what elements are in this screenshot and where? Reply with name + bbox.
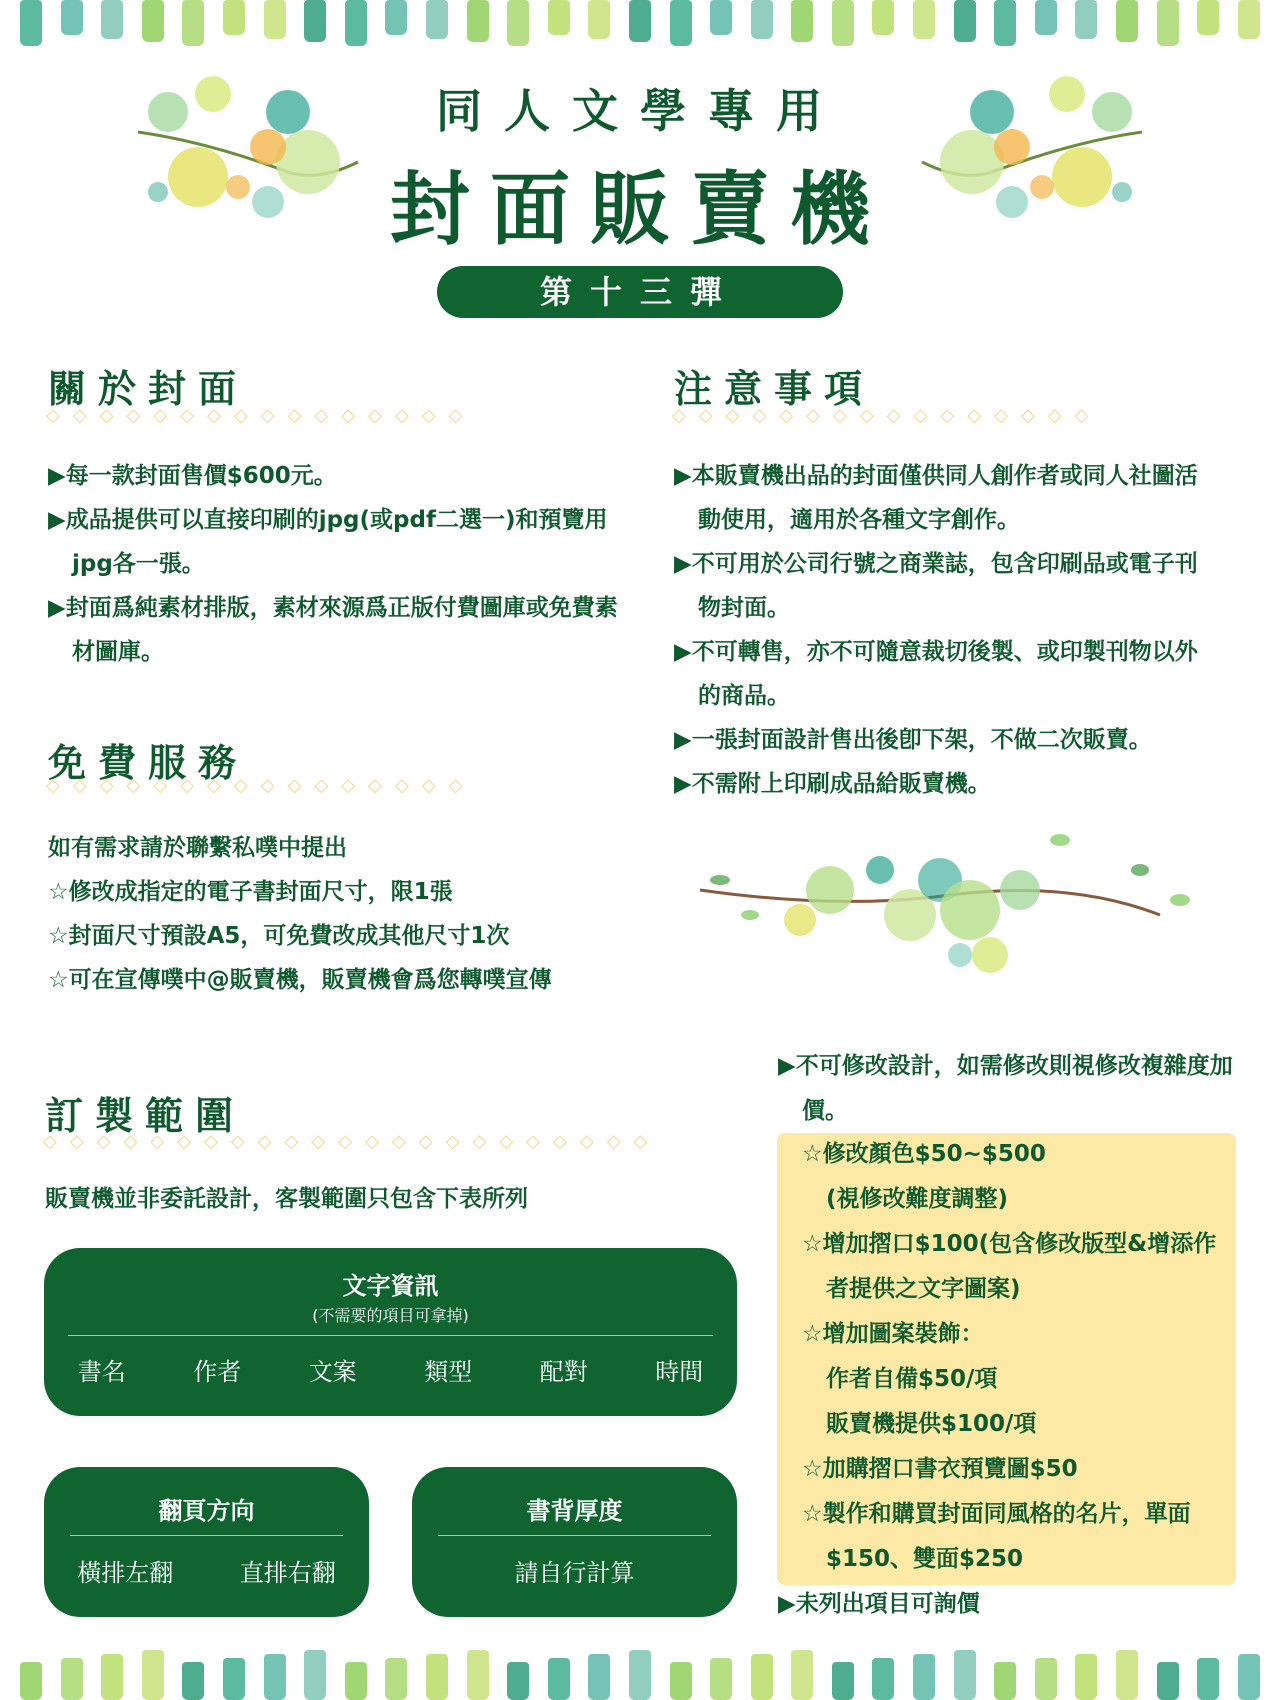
- stripe-swatch: [548, 1658, 570, 1700]
- stripe-swatch: [872, 0, 894, 35]
- text-info-item: 作者: [193, 1358, 242, 1386]
- stripe-swatch: [101, 0, 123, 39]
- page-direction-title: 翻頁方向: [158, 1497, 255, 1525]
- stripe-swatch: [1075, 1654, 1097, 1700]
- notes-item: ▶本販賣機出品的封面僅供同人創作者或同人社圖活動使用，適用於各種文字創作。: [674, 463, 1198, 533]
- edition-badge: 第十三彈: [437, 266, 843, 318]
- free-item: ☆修改成指定的電子書封面尺寸，限1張: [48, 879, 453, 905]
- stripe-swatch: [872, 1658, 894, 1700]
- modify-footer: ▶未列出項目可詢價: [778, 1591, 980, 1617]
- modify-item: ☆增加摺口$100(包含修改版型&增添作者提供之文字圖案): [802, 1231, 1217, 1302]
- top-stripe-border: [20, 0, 1260, 46]
- about-item: ▶每一款封面售價$600元。: [48, 463, 337, 489]
- notes-item: ▶不需附上印刷成品給販賣機。: [674, 771, 991, 797]
- notes-item: ▶不可轉售，亦不可隨意裁切後製、或印製刊物以外的商品。: [674, 639, 1198, 709]
- stripe-swatch: [1035, 1658, 1057, 1700]
- stripe-swatch: [426, 1654, 448, 1700]
- stripe-swatch: [20, 1662, 42, 1700]
- stripe-swatch: [20, 0, 42, 46]
- text-info-item: 時間: [655, 1358, 704, 1386]
- notes-section-title: 注意事項: [674, 367, 875, 411]
- stripe-swatch: [548, 0, 570, 35]
- modify-item: (視修改難度調整): [826, 1186, 1009, 1212]
- spine-thickness-box: [412, 1467, 737, 1617]
- stripe-swatch: [1035, 0, 1057, 35]
- stripe-swatch: [142, 0, 164, 42]
- stripe-swatch: [182, 1662, 204, 1700]
- modify-item: ☆增加圖案裝飾：: [802, 1321, 984, 1347]
- free-intro: 如有需求請於聯繫私噗中提出: [48, 835, 347, 861]
- spine-thickness-items: [412, 1553, 737, 1588]
- stripe-swatch: [1157, 0, 1179, 46]
- stripe-swatch: [751, 1654, 773, 1700]
- about-section-title: 關於封面: [48, 367, 249, 411]
- stripe-swatch: [710, 1658, 732, 1700]
- custom-intro: 販賣機並非委託設計，客製範圍只包含下表所列: [45, 1186, 528, 1212]
- stripe-swatch: [913, 0, 935, 39]
- stripe-swatch: [264, 0, 286, 39]
- stripe-swatch: [426, 0, 448, 39]
- page-direction-items: [44, 1553, 369, 1588]
- stripe-swatch: [588, 0, 610, 39]
- spine-thickness-title: 書背厚度: [526, 1497, 623, 1525]
- page-direction-box: [44, 1467, 369, 1617]
- text-info-divider: [68, 1335, 713, 1336]
- about-dots-divider: ◇◇◇◇◇◇◇◇◇◇◇◇◇◇◇◇: [46, 405, 476, 425]
- stripe-swatch: [223, 0, 245, 35]
- stripe-swatch: [629, 0, 651, 42]
- text-info-item: 配對: [539, 1358, 588, 1386]
- text-info-box: [44, 1248, 737, 1416]
- text-info-items: [44, 1352, 737, 1387]
- stripe-swatch: [264, 1654, 286, 1700]
- stripe-swatch: [507, 0, 529, 46]
- stripe-swatch: [670, 1662, 692, 1700]
- stripe-swatch: [61, 1658, 83, 1700]
- stripe-swatch: [954, 1650, 976, 1700]
- bottom-stripe-border: [20, 1650, 1260, 1700]
- stripe-swatch: [994, 1662, 1016, 1700]
- modify-item: 販賣機提供$100/項: [826, 1411, 1037, 1437]
- stripe-swatch: [994, 0, 1016, 46]
- stripe-swatch: [304, 0, 326, 42]
- spine-thickness-divider: [438, 1535, 711, 1536]
- custom-section-title: 訂製範圍: [45, 1094, 246, 1138]
- free-dots-divider: ◇◇◇◇◇◇◇◇◇◇◇◇◇◇◇◇: [46, 775, 476, 795]
- free-item: ☆可在宣傳噗中@販賣機，販賣機會爲您轉噗宣傳: [48, 967, 552, 993]
- stripe-swatch: [1116, 1650, 1138, 1700]
- stripe-swatch: [345, 1662, 367, 1700]
- notes-item: ▶不可用於公司行號之商業誌，包含印刷品或電子刊物封面。: [674, 551, 1198, 621]
- page-direction-divider: [70, 1535, 343, 1536]
- modify-item: ☆加購摺口書衣預覽圖$50: [802, 1456, 1078, 1482]
- stripe-swatch: [467, 1650, 489, 1700]
- page-title: 封面販賣機: [390, 162, 890, 256]
- stripe-swatch: [223, 1658, 245, 1700]
- stripe-swatch: [467, 0, 489, 42]
- modify-note: ▶不可修改設計，如需修改則視修改複雜度加價。: [778, 1053, 1233, 1124]
- notes-item: ▶一張封面設計售出後卽下架，不做二次販賣。: [674, 727, 1152, 753]
- spine-thickness-item: 請自行計算: [514, 1559, 635, 1587]
- stripe-swatch: [1238, 1654, 1260, 1700]
- stripe-swatch: [1238, 0, 1260, 39]
- stripe-swatch: [791, 0, 813, 42]
- stripe-swatch: [1116, 0, 1138, 42]
- stripe-swatch: [629, 1650, 651, 1700]
- free-section-title: 免費服務: [48, 741, 249, 785]
- stripe-swatch: [751, 0, 773, 39]
- stripe-swatch: [791, 1650, 813, 1700]
- modify-list: [802, 1132, 1222, 1582]
- free-list: [48, 826, 648, 1002]
- modify-item: ☆修改顏色$50~$500: [802, 1141, 1046, 1167]
- stripe-swatch: [588, 1654, 610, 1700]
- stripe-swatch: [304, 1650, 326, 1700]
- custom-dots-divider: ◇◇◇◇◇◇◇◇◇◇◇◇◇◇◇◇◇◇◇◇◇◇◇: [43, 1131, 661, 1151]
- stripe-swatch: [61, 0, 83, 35]
- modify-item: ☆製作和購買封面同風格的名片，單面$150、雙面$250: [802, 1501, 1191, 1572]
- stripe-swatch: [710, 0, 732, 35]
- stripe-swatch: [1197, 0, 1219, 35]
- text-info-item: 書名: [77, 1358, 126, 1386]
- notes-dots-divider: ◇◇◇◇◇◇◇◇◇◇◇◇◇◇◇◇: [672, 405, 1102, 425]
- stripe-swatch: [1157, 1662, 1179, 1700]
- stripe-swatch: [913, 1654, 935, 1700]
- page-direction-item: 直排右翻: [239, 1559, 336, 1587]
- stripe-swatch: [832, 1662, 854, 1700]
- text-info-subtitle: (不需要的項目可拿掉): [312, 1306, 469, 1325]
- about-item: ▶封面爲純素材排版，素材來源爲正版付費圖庫或免費素材圖庫。: [48, 595, 618, 665]
- stripe-swatch: [182, 0, 204, 46]
- stripe-swatch: [142, 1650, 164, 1700]
- stripe-swatch: [385, 0, 407, 35]
- stripe-swatch: [1075, 0, 1097, 39]
- text-info-title: 文字資訊: [342, 1272, 439, 1300]
- stripe-swatch: [832, 0, 854, 46]
- stripe-swatch: [101, 1654, 123, 1700]
- stripe-swatch: [385, 1658, 407, 1700]
- about-item: ▶成品提供可以直接印刷的jpg(或pdf二選一)和預覽用jpg各一張。: [48, 507, 608, 577]
- text-info-item: 文案: [308, 1358, 357, 1386]
- stripe-swatch: [1197, 1658, 1219, 1700]
- text-info-item: 類型: [424, 1358, 473, 1386]
- stripe-swatch: [670, 0, 692, 46]
- floral-branch-illustration: [690, 820, 1210, 990]
- header-subtitle: 同人文學專用: [436, 84, 844, 138]
- modify-item: 作者自備$50/項: [826, 1366, 998, 1392]
- stripe-swatch: [507, 1662, 529, 1700]
- stripe-swatch: [954, 0, 976, 42]
- stripe-swatch: [345, 0, 367, 46]
- free-item: ☆封面尺寸預設A5，可免費改成其他尺寸1次: [48, 923, 510, 949]
- about-list: [48, 454, 633, 674]
- notes-list: [674, 454, 1219, 806]
- page-direction-item: 橫排左翻: [77, 1559, 174, 1587]
